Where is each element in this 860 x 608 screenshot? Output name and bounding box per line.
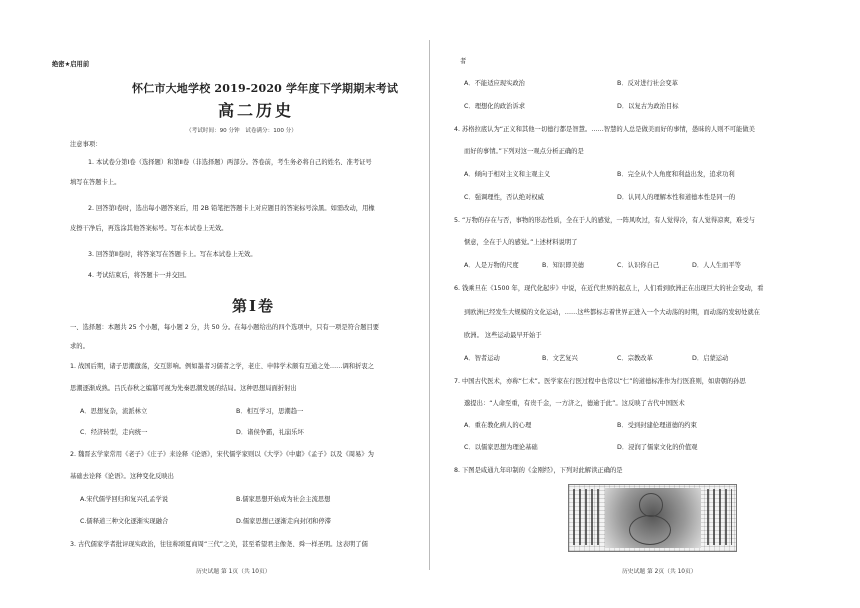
note-line: 1. 本试卷分第Ⅰ卷（选择题）和第Ⅱ卷（非选择题）两部分。答卷前，考生务必将自己的姓名、准考证号 (88, 159, 372, 166)
note-line: 填写在答题卡上。 (70, 179, 121, 186)
q1-option-c: C．经济转型，走向统一 (80, 429, 148, 436)
q4-option-b: B．完全从个人角度和利益出发，追求功利 (617, 171, 735, 178)
q2-option-d: D.儒家思想已逐渐走向封闭和停滞 (236, 518, 332, 525)
note-line: 4. 考试结束后，将答题卡一并交回。 (88, 272, 191, 279)
q6-option-a: A．智者运动 (464, 355, 500, 362)
q3-option-b: B．反对进行社会变革 (617, 80, 678, 87)
q2-option-b: B.儒家思想开始成为社会主流思想 (236, 496, 331, 503)
q8-stem: 8. 下图是咸通九年印制的《金刚经》，下列对此解读正确的是 (454, 467, 623, 474)
diamond-sutra-image (568, 484, 737, 552)
q2-option-a: A.宋代儒学回归和复兴孔孟学说 (80, 496, 169, 503)
page-right (430, 0, 860, 608)
q1-stem: 思潮逐渐成熟。吕氏春秋之编纂可视为先秦思潮发展的结局。这种思想局面折射出 (70, 385, 297, 392)
section-intro: 一、选择题：本题共 25 个小题，每小题 2 分，共 50 分。在每小题给出的四个选项中，只有一项是符合题目要 (70, 324, 380, 331)
confidential-mark: 绝密★启用前 (52, 61, 90, 68)
q3-option-a: A．不能适应现实政治 (464, 80, 525, 87)
q6-option-c: C．宗教改革 (617, 355, 653, 362)
q7-stem: 7. 中国古代医术，亦称“仁术”。医学家在行医过程中也常以“仁”的道德标准作为行医准则，如唐朝的孙思 (454, 378, 746, 385)
q6-stem: 到欧洲已经发生大规模的文化运动，……这些都标志着世界正进入一个大动荡的时期，而动荡的发轫处就在 (464, 309, 760, 316)
q6-stem: 6. 钱乘旦在《1500 年，现代化起步》中说，在近代世界的起点上，人们看到欧洲正在出现巨大的社会变动，看 (454, 285, 764, 292)
q4-option-c: C．强调理性，否认绝对权威 (464, 194, 544, 201)
note-line: 2. 回答第Ⅰ卷时，选出每小题答案后，用 2B 铅笔把答题卡上对应题目的答案标号涂黑。如需改动，用橡 (88, 205, 375, 212)
q4-stem: 而好的事情。”下列对这一观点分析正确的是 (464, 148, 584, 155)
q3-stem: 3. 古代儒家学者批评现实政治，往往称颂夏商周“三代”之美，甚至希望君主像尧、舜一样圣明。这表明了儒 (70, 541, 368, 548)
q7-option-a: A．重在教化病人的心理 (464, 422, 532, 429)
q5-option-c: C．认识你自己 (617, 262, 660, 269)
q6-option-d: D．启蒙运动 (692, 355, 729, 362)
q5-option-b: B．知识即美德 (542, 262, 585, 269)
q2-stem: 基础去诠释《论语》。这种变化反映出 (70, 473, 174, 480)
q5-option-d: D．人人生而平等 (692, 262, 741, 269)
q4-option-d: D．认同人的理解本性和道德本性是同一的 (617, 194, 736, 201)
q3-option-d: D．以复古为政治目标 (617, 103, 679, 110)
q1-stem: 1. 战国后期，诸子思潮激荡，交互影响。例如墨者习儒者之学，老庄、申韩学术颇有互通之处……调和折衷之 (70, 363, 374, 370)
q7-option-c: C．以儒家思想为理论基础 (464, 444, 538, 451)
page-footer: 历史试题 第 1页（共 10页） (196, 569, 271, 575)
q1-option-d: D．诸侯争霸，礼崩乐坏 (236, 429, 304, 436)
q7-option-b: B．受到封建伦理道德的约束 (617, 422, 697, 429)
q6-stem: 欧洲。 这些运动最早开始于 (464, 332, 542, 339)
note-line: 3. 回答第Ⅱ卷时，将答案写在答题卡上。写在本试卷上无效。 (88, 251, 257, 258)
q7-option-d: D．浸润了儒家文化的价值观 (617, 444, 698, 451)
page-footer: 历史试题 第 2页（共 10页） (622, 569, 697, 575)
q3-continuation: 者 (460, 58, 467, 65)
q5-option-a: A．人是万物的尺度 (464, 262, 519, 269)
q1-option-a: A．思想复杂，流派林立 (80, 408, 148, 415)
notes-heading: 注意事项： (70, 141, 102, 148)
q5-stem: 5. “万物的存在与否，事物的形态性质，全在于人的感觉，一阵风吹过，有人觉得冷，有人觉得凉爽，难受与 (454, 217, 755, 224)
volume-title: 第Ⅰ卷 (232, 297, 276, 315)
subject-title: 高二历史 (218, 101, 295, 120)
q6-option-b: B．文艺复兴 (542, 355, 578, 362)
q4-stem: 4. 苏格拉底认为“正义和其他一切德行都是智慧。……智慧的人总是做美而好的事情，愚昧的人则不可能做美 (454, 126, 755, 133)
q2-stem: 2. 魏晋玄学家常用《老子》《庄子》来诠释《论语》，宋代儒学家则以《大学》《中庸》《孟子》以及《周易》为 (70, 451, 374, 458)
q1-option-b: B．相互学习，思潮趋一 (236, 408, 304, 415)
section-intro: 求的。 (70, 343, 89, 350)
q4-option-a: A．倾向于相对主义和主观主义 (464, 171, 551, 178)
q2-option-c: C.儒释道三种文化逐渐实现融合 (80, 518, 169, 525)
q5-stem: 惬意，全在于人的感觉。”上述材料说明了 (464, 239, 578, 246)
q3-option-c: C．理想化的政治诉求 (464, 103, 526, 110)
q7-stem: 邈提出：“人命至重，有贵千金，一方济之，德逾于此”。这反映了古代中国医术 (464, 400, 685, 407)
note-line: 皮擦干净后，再选涂其他答案标号。写在本试卷上无效。 (70, 225, 228, 232)
exam-info: （考试时间：90 分钟 试卷满分：100 分） (186, 128, 297, 134)
school-title: 怀仁市大地学校 2019-2020 学年度下学期期末考试 (132, 82, 399, 95)
